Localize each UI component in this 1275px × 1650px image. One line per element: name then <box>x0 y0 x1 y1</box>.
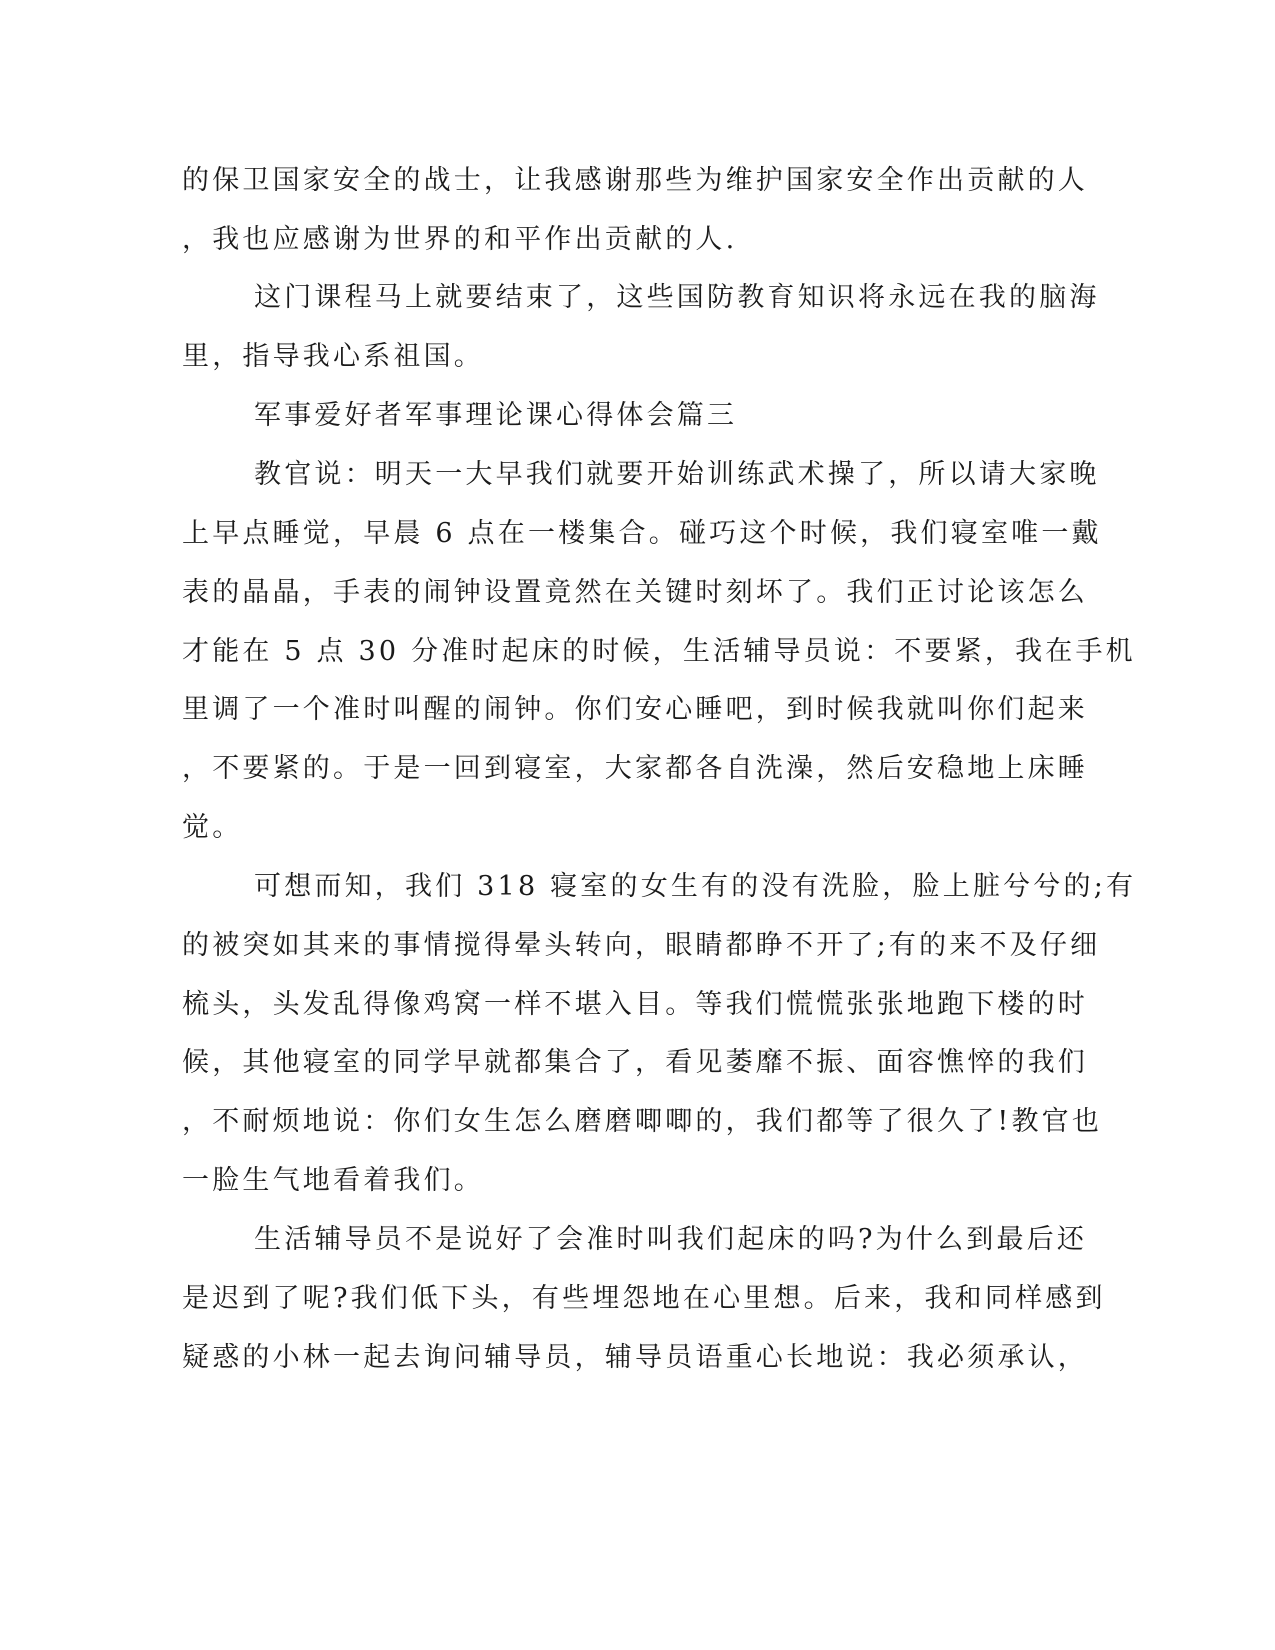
text-line: 里调了一个准时叫醒的闹钟。你们安心睡吧，到时候我就叫你们起来 <box>182 694 1088 725</box>
text-line: ，不耐烦地说：你们女生怎么磨磨唧唧的，我们都等了很久了!教官也 <box>182 1106 1103 1137</box>
text-line: 上早点睡觉，早晨 6 点在一楼集合。碰巧这个时候，我们寝室唯一戴 <box>182 518 1102 549</box>
text-line: 表的晶晶，手表的闹钟设置竟然在关键时刻坏了。我们正讨论该怎么 <box>182 577 1088 608</box>
text-line: 候，其他寝室的同学早就都集合了，看见萎靡不振、面容憔悴的我们 <box>182 1047 1088 1078</box>
text-line: 觉。 <box>182 812 243 843</box>
text-line: 里，指导我心系祖国。 <box>182 341 484 372</box>
text-line: 才能在 5 点 30 分准时起床的时候，生活辅导员说：不要紧，我在手机 <box>182 636 1136 667</box>
text-line: 生活辅导员不是说好了会准时叫我们起床的吗?为什么到最后还 <box>254 1224 1088 1255</box>
text-line: 梳头，头发乱得像鸡窝一样不堪入目。等我们慌慌张张地跑下楼的时 <box>182 989 1088 1020</box>
text-line: 可想而知，我们 318 寝室的女生有的没有洗脸，脸上脏兮兮的;有 <box>254 871 1137 902</box>
text-line: ，不要紧的。于是一回到寝室，大家都各自洗澡，然后安稳地上床睡 <box>182 753 1088 784</box>
text-line: 是迟到了呢?我们低下头，有些埋怨地在心里想。后来，我和同样感到 <box>182 1283 1106 1314</box>
text-line: 的保卫国家安全的战士，让我感谢那些为维护国家安全作出贡献的人 <box>182 165 1088 196</box>
text-line: 的被突如其来的事情搅得晕头转向，眼睛都睁不开了;有的来不及仔细 <box>182 930 1101 961</box>
text-line: 疑惑的小林一起去询问辅导员，辅导员语重心长地说：我必须承认， <box>182 1342 1088 1373</box>
section-heading: 军事爱好者军事理论课心得体会篇三 <box>254 400 738 431</box>
text-line: ，我也应感谢为世界的和平作出贡献的人. <box>182 224 738 255</box>
text-line: 这门课程马上就要结束了，这些国防教育知识将永远在我的脑海 <box>254 282 1100 313</box>
text-line: 一脸生气地看着我们。 <box>182 1165 484 1196</box>
text-line: 教官说：明天一大早我们就要开始训练武术操了，所以请大家晚 <box>254 459 1100 490</box>
